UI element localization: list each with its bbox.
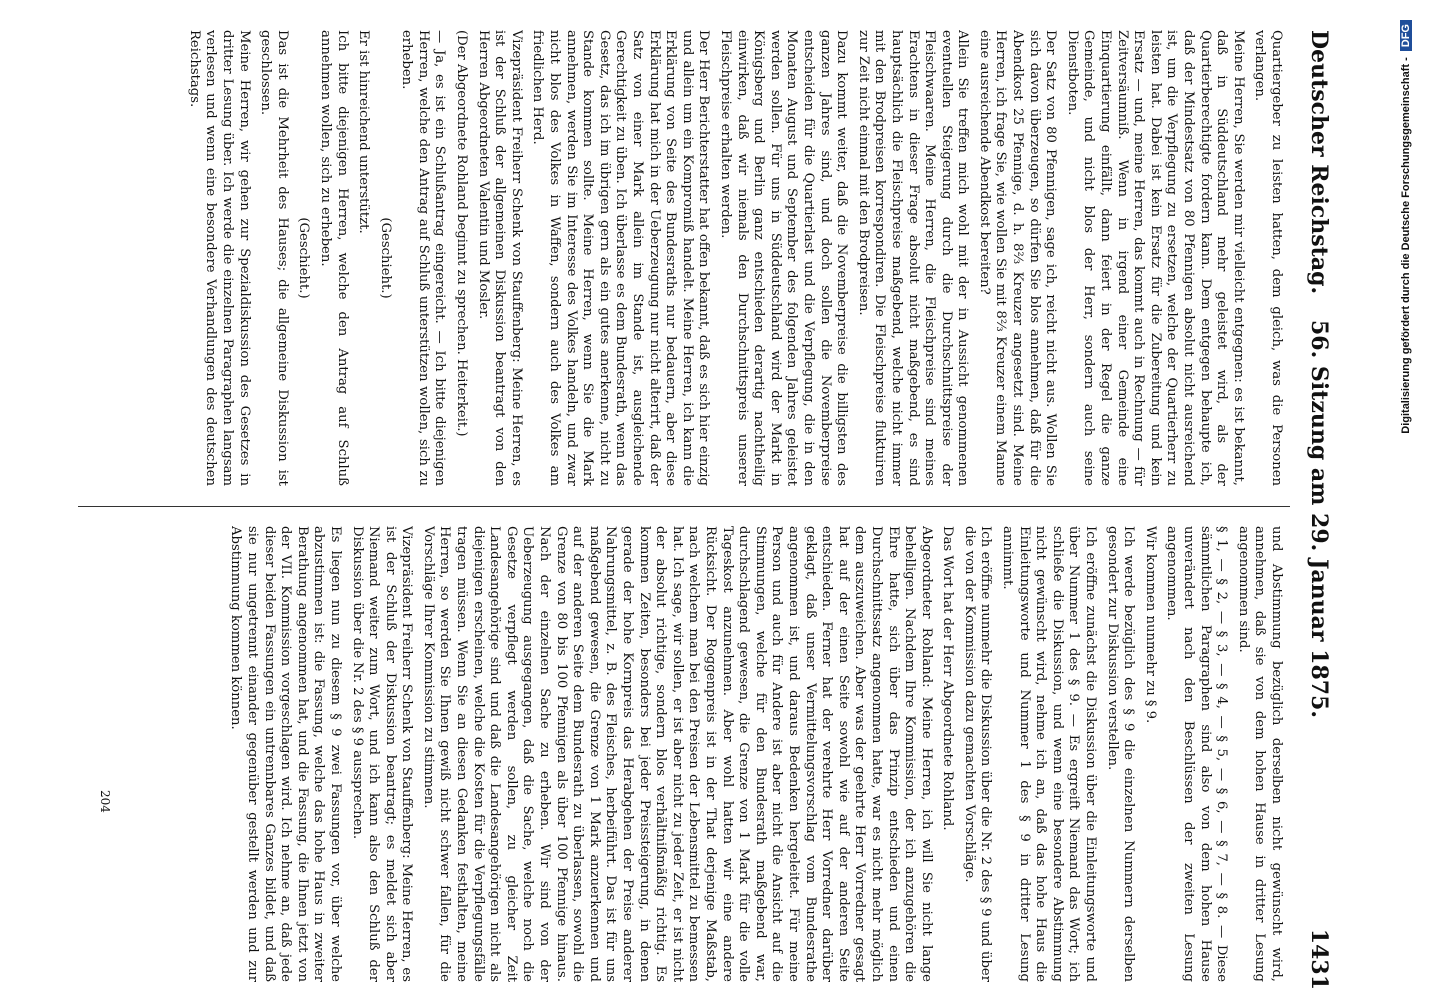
paragraph: Vizepräsident Freiherr Schenk von Stauffenberg: Meine Herren, es ist der Schluß der allgemeinen Diskussion beantragt von den Herren Abgeordneten Valentin und Mosler.: [475, 30, 524, 486]
paragraph: Meine Herren, Sie werden mir vielleicht entgegnen: es ist bekannt, daß in Süddeutschland mehr geleistet wird, als der Quartierberechtigte fordern kann. Dem entgegen behaupte ich, daß der Mindestsatz von 80 Pfennigen absolut nicht ausreichend ist, um die Verpflegung zu ersetzen, welche der Quartierherr zu leisten hat. Dabei ist kein Ersatz für die Zubereitung und kein Ersatz — und, meine Herren, das kommt auch in Rechnung — für Zeitversäumniß. Wenn in irgend einer Gemeinde eine Einquartierung einfällt, dann feiert in der Regel die ganze Gemeinde, und nicht blos der Herr, sondern auch seine Dienstboten.: [1064, 30, 1246, 486]
paragraph: — Ja, es ist ein Schlußantrag eingereicht. — Ich bitte diejenigen Herren, welche den Antrag auf Schluß unterstützen wollen, sich zu erheben.: [399, 30, 448, 486]
paragraph: Vizepräsident Freiherr Schenk von Stauffenberg: Meine Herren, es ist der Schluß der Diskussion beantragt; es meldet sich aber Niemand weiter zum Wort, und ich kann also den Schluß der Diskussion über die Nr. 2 des § 9 aussprechen.: [349, 526, 415, 982]
paragraph: Er ist hinreichend unterstützt.: [356, 30, 372, 234]
paragraph: Der Satz von 80 Pfennigen, sage ich, reicht nicht aus. Wollen Sie sich davon überzeugen, so dürfen Sie blos annehmen, daß für die Abendkost 25 Pfennige, d. h. 8⅔ Kreuzer angesetzt sind. Meine Herren, ich frage Sie, wie wollen Sie mit 8⅔ Kreuzer einem Manne eine ausreichende Abendkost bereiten?: [976, 30, 1059, 486]
paragraph: Abgeordneter Rohland: Meine Herren, ich will Sie nicht lange behelligen. Nachdem Ihre Kommission, der ich anzugehören die Ehre hatte, sich über das Prinzip entschieden und einen Durchschnittssatz angenommen hatte, war es nicht mehr möglich dem auszuweichen. Aber was der geehrte Herr Vorredner gesagt hat auf der einen Seite sowohl wie auf der anderen Seite entschieden. Ferner hat der verehrte Herr Vorredner darüber geklagt, daß unser Vermittelungsvorschlag vom Bundesrathe angenommen ist, und daraus Bedenken hergeleitet. Für meine Person und auch für Andere ist aber nicht die Ansicht auf die Stimmungen, welche für den Bundesrath maßgebend war, durchschlagend gewesen, die Grenze von 1 Mark für die volle Tageskost anzunehmen. Aber wohl hatten wir eine andere Rücksicht. Der Roggenpreis ist in der That derjenige Maßstab, nach welchem man bei den Preisen der Lebensmittel zu bemessen hat. Ich sage, wir sollen, er ist aber nicht zu jeder Zeit, er ist nicht der absolut richtige, sondern blos verhältnißmäßig richtig. Es kommen Zeiten, besonders bei jeder Preissteigerung, in denen gerade der hohe Kornpreis das Herabgehen der Preise anderer Nahrungsmittel, z. B. des Fleisches, herbeiführt. Das ist für uns maßgebend gewesen, die Grenze von 1 Mark anzuerkennen und auf der anderen Seite dem Bundesrath zu überlassen, sowohl die Grenze von 80 bis 100 Pfennigen als über 100 Pfennige hinaus. Nach der einzelnen Sache zu erheben. Wir sind von der Ueberzeugung ausgegangen, daß die Sache, welche noch die Gesetze verpflegt werden sollen, zu gleicher Zeit Landesangehörige sind und daß die Landesangehörigen nicht als diejenigen erscheinen, welche die Kosten für die Verpflegungsfälle tragen müssen. Wenn Sie an diesen Gedanken festhalten, meine Herren, so werden Sie Ihnen gewiß nicht schwer fallen, für die Vorschläge Ihrer Kommission zu stimmen.: [420, 526, 934, 982]
header-session: 56. Sitzung am 29. Januar 1875.: [1306, 320, 1332, 719]
digitization-credit: [1400, 20, 1422, 660]
rotated-document-page: [70, 30, 1334, 990]
page-header: [1298, 30, 1334, 990]
header-title: Deutscher Reichstag.: [1306, 30, 1332, 295]
paragraph: Dazu kommt weiter, daß die Novemberpreise die billigsten des ganzen Jahres sind, und doch sollen die Novemberpreise entscheiden für die Quartierlast und die Verpflegung, die in den Monaten August und September des folgenden Jahres geleistet werden sollen. Für uns in Süddeutschland wird der Markt in Königsberg und Berlin ganz entschieden derartig nachtheilig einwirken, daß wir niemals den Durchschnittspreis unserer Fleischpreise erhalten werden.: [718, 30, 850, 486]
signature-mark: 204: [98, 790, 112, 813]
paragraph: Allein Sie treffen mich wohl mit der in Aussicht genommenen eventuellen Steigerung durch die Durchschnittspreise der Fleischwaaren. Meine Herren, die Fleischpreise sind meines Erachtens in dieser Frage absolut nicht maßgebend, es sind hauptsächlich die Fleischpreise maßgebend, welche nicht immer mit den Brodpreisen korrespondiren. Die Fleischpreise fluktuiren zur Zeit nicht einmal mit den Brodpreisen.: [855, 30, 971, 486]
paragraph: Wir kommen nunmehr zu § 9.: [1142, 526, 1158, 724]
column-divider: [78, 506, 1290, 507]
paragraph: (Geschieht.): [296, 217, 312, 299]
paragraph: Der Herr Berichterstatter hat offen bekannt, daß es sich hier einzig und allein um ein Kompromiß handelt. Meine Herren, ich kann die Erklärung von Seite des Bundesraths nur bedauern, aber diese Erklärung hat mich in der Ueberzeugung nur nicht alterirt, daß der Satz von einer Mark allein im Stande ist, ausgleichende Gerechtigkeit zu üben. Ich überlasse es dem Bundesrath, wenn das Gesetz, das ich im übrigen gern als ein gutes anerkenne, nicht zu Stande kommen sollte. Meine Herren, wenn Sie die Mark annehmen, werden Sie im Interesse des Volkes handeln, und zwar nicht blos des Volkes in Waffen, sondern auch des Volkes am friedlichen Herd.: [530, 30, 712, 486]
paragraph: und Abstimmung bezüglich derselben nicht gewünscht wird, annehmen, daß sie von dem hohen Hause in dritter Lesung angenommen sind.: [1235, 526, 1284, 982]
paragraph: Ich eröffne zunächst die Diskussion über die Einleitungsworte und über Nummer 1 des § 9. — Es ergreift Niemand das Wort; ich schließe die Diskussion, und wenn eine besondere Abstimmung nicht gewünscht wird, nehme ich an, daß das hohe Haus die Einleitungsworte und Nummer 1 des § 9 in dritter Lesung annimmt.: [1000, 526, 1099, 982]
paragraph: Meine Herren, wir gehen zur Spezialdiskussion des Gesetzes in dritter Lesung über. Ich werde die einzelnen Paragraphen langsam verlesen und wenn eine besondere Verhandlungen des deutschen Reichstags.: [186, 30, 252, 486]
paragraph: Ich bitte diejenigen Herren, welche den Antrag auf Schluß annehmen wollen, sich zu erheben.: [317, 30, 350, 486]
paragraph: Ich werde bezüglich des § 9 die einzelnen Nummern derselben gesondert zur Diskussion verstellen.: [1104, 526, 1137, 982]
paragraph: Quartiergeber zu leisten hatten, dem gleich, was die Personen verlangen.: [1252, 30, 1284, 486]
paragraph: Ich eröffne nunmehr die Diskussion über die Nr. 2 des § 9 und über die von der Kommission dazu gemachten Vorschläge.: [961, 526, 994, 982]
right-column: [74, 526, 1284, 982]
paragraph: § 1, — § 2, — § 3, — § 4, — § 5, — § 6, — § 7, — § 8. — Diese sämmtlichen Paragraphen sind also von dem hohen Hause unverändert nach den Beschlüssen der zweiten Lesung angenommen.: [1164, 526, 1230, 982]
paragraph: (Der Abgeordnete Rohland beginnt zu sprechen. Heiterkeit.): [454, 30, 470, 437]
paragraph: Das Wort hat der Herr Abgeordnete Rohland.: [940, 526, 956, 831]
paragraph: Das ist die Mehrheit des Hauses; die allgemeine Diskussion ist geschlossen.: [258, 30, 290, 486]
dfg-logo: DFG: [1400, 20, 1412, 51]
paragraph: (Geschieht.): [377, 217, 393, 299]
left-column: [74, 30, 1284, 486]
page-number: 1431: [1306, 928, 1332, 990]
credit-text: Digitalisierung gefördert durch die Deutsche Forschungsgemeinschaft -: [1400, 57, 1412, 434]
paragraph: Es liegen nun zu diesem § 9 zwei Fassungen vor, über welche abzustimmen ist: die Fassung, welche das hohe Haus in zweiter Berathung angenommen hat, und die Fassung, die Ihnen jetzt von der VII. Kommission vorgeschlagen wird. Ich nehme an, daß jede dieser beiden Fassungen ein untrennbares Ganzes bildet, und daß sie nur ungetrennt einander gegenüber gestellt werden und zur Abstimmung kommen können.: [228, 526, 343, 982]
